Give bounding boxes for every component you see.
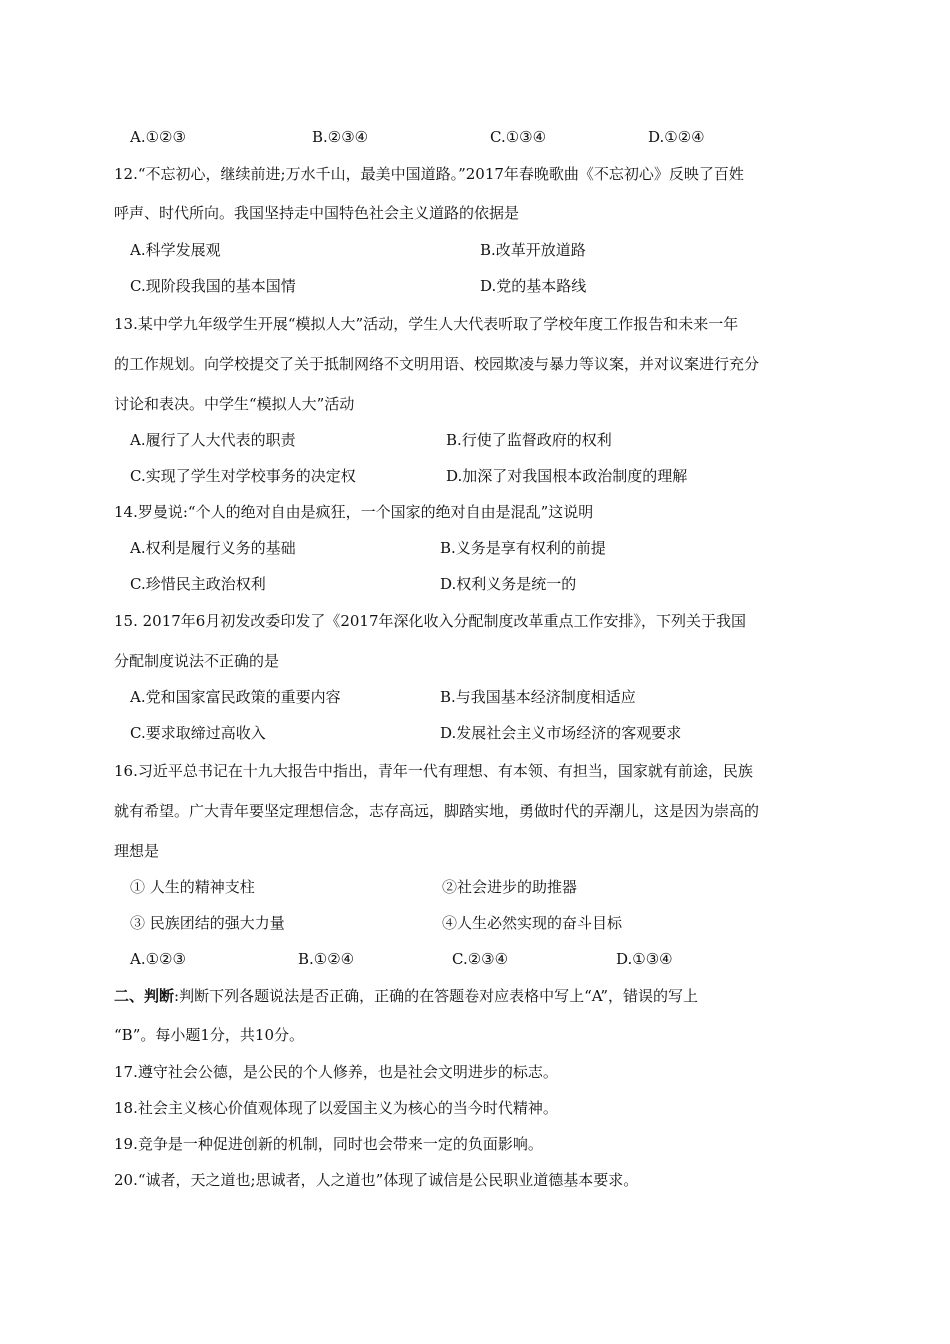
q14-options-row-1 <box>0 538 950 558</box>
q16-items-row-2 <box>0 913 950 933</box>
q16-stem-line-1: 16.习近平总书记在十九大报告中指出，青年一代有理想、有本领、有担当，国家就有前途，民族 <box>114 762 753 780</box>
q15-option-d[interactable]: D.发展社会主义市场经济的客观要求 <box>440 724 682 742</box>
q12-stem-line-2: 呼声、时代所向。我国坚持走中国特色社会主义道路的依据是 <box>114 204 520 222</box>
q12-option-b[interactable]: B.改革开放道路 <box>480 241 586 259</box>
q13-stem-line-3: 讨论和表决。中学生“模拟人大”活动 <box>114 395 355 413</box>
q16-items-row-1 <box>0 877 950 897</box>
q15-option-b[interactable]: B.与我国基本经济制度相适应 <box>440 688 636 706</box>
q12-options-row-1 <box>0 240 950 260</box>
q16-stem-line-3: 理想是 <box>114 842 160 860</box>
q14-option-a[interactable]: A.权利是履行义务的基础 <box>130 539 296 557</box>
q15-option-a[interactable]: A.党和国家富民政策的重要内容 <box>130 688 341 706</box>
q14-options-row-2 <box>0 574 950 594</box>
q13-option-b[interactable]: B.行使了监督政府的权利 <box>446 431 612 449</box>
q12-option-a[interactable]: A.科学发展观 <box>130 241 221 259</box>
q16-item-1: ① 人生的精神支柱 <box>130 878 255 896</box>
q15-option-c[interactable]: C.要求取缔过高收入 <box>130 724 266 742</box>
section2-instruction-line-2: “B”。每小题1分，共10分。 <box>114 1026 304 1044</box>
q16-option-a[interactable]: A.①②③ <box>130 950 186 968</box>
q11-option-d[interactable]: D.①②④ <box>648 128 705 146</box>
judgment-20: 20.“诚者，天之道也;思诚者，人之道也”体现了诚信是公民职业道德基本要求。 <box>114 1171 639 1189</box>
q11-option-c[interactable]: C.①③④ <box>490 128 547 146</box>
q12-option-c[interactable]: C.现阶段我国的基本国情 <box>130 277 296 295</box>
q13-stem-line-2: 的工作规划。向学校提交了关于抵制网络不文明用语、校园欺凌与暴力等议案，并对议案进行充分 <box>114 355 760 373</box>
q11-options <box>0 127 950 147</box>
q13-stem-line-1: 13.某中学九年级学生开展“模拟人大”活动，学生人大代表听取了学校年度工作报告和未来一年 <box>114 315 739 333</box>
q11-option-a[interactable]: A.①②③ <box>130 128 186 146</box>
q16-stem-line-2: 就有希望。广大青年要坚定理想信念，志存高远，脚踏实地，勇做时代的弄潮儿，这是因为崇高的 <box>114 802 760 820</box>
judgment-18: 18.社会主义核心价值观体现了以爱国主义为核心的当今时代精神。 <box>114 1099 558 1117</box>
q13-options-row-2 <box>0 466 950 486</box>
section2-heading: 二、判断 <box>114 987 175 1005</box>
q15-options-row-1 <box>0 687 950 707</box>
q14-option-b[interactable]: B.义务是享有权利的前提 <box>440 539 606 557</box>
q16-option-d[interactable]: D.①③④ <box>616 950 673 968</box>
q16-item-3: ③ 民族团结的强大力量 <box>130 914 285 932</box>
q11-option-b[interactable]: B.②③④ <box>312 128 369 146</box>
q12-options-row-2 <box>0 276 950 296</box>
q12-stem-line-1: 12.“不忘初心，继续前进;万水千山，最美中国道路。”2017年春晚歌曲《不忘初心》反映了百姓 <box>114 165 744 183</box>
q13-options-row-1 <box>0 430 950 450</box>
q14-stem-line-1: 14.罗曼说:“个人的绝对自由是疯狂，一个国家的绝对自由是混乱”这说明 <box>114 503 594 521</box>
q16-options <box>0 949 950 969</box>
q15-stem-line-2: 分配制度说法不正确的是 <box>114 652 280 670</box>
q16-option-c[interactable]: C.②③④ <box>452 950 509 968</box>
q13-option-c[interactable]: C.实现了学生对学校事务的决定权 <box>130 467 356 485</box>
section2-instruction: :判断下列各题说法是否正确，正确的在答题卷对应表格中写上“A”，错误的写上 <box>174 987 699 1005</box>
judgment-17: 17.遵守社会公德，是公民的个人修养，也是社会文明进步的标志。 <box>114 1063 558 1081</box>
q15-stem-line-1: 15. 2017年6月初发改委印发了《2017年深化收入分配制度改革重点工作安排》，下列关于我国 <box>114 612 747 630</box>
q16-item-4: ④人生必然实现的奋斗目标 <box>442 914 623 932</box>
q14-option-c[interactable]: C.珍惜民主政治权利 <box>130 575 266 593</box>
q12-option-d[interactable]: D.党的基本路线 <box>480 277 587 295</box>
q13-option-d[interactable]: D.加深了对我国根本政治制度的理解 <box>446 467 688 485</box>
q16-option-b[interactable]: B.①②④ <box>298 950 355 968</box>
q15-options-row-2 <box>0 723 950 743</box>
q13-option-a[interactable]: A.履行了人大代表的职责 <box>130 431 296 449</box>
q16-item-2: ②社会进步的助推器 <box>442 878 578 896</box>
judgment-19: 19.竞争是一种促进创新的机制，同时也会带来一定的负面影响。 <box>114 1135 543 1153</box>
section2-header <box>114 986 698 1006</box>
q14-option-d[interactable]: D.权利义务是统一的 <box>440 575 577 593</box>
